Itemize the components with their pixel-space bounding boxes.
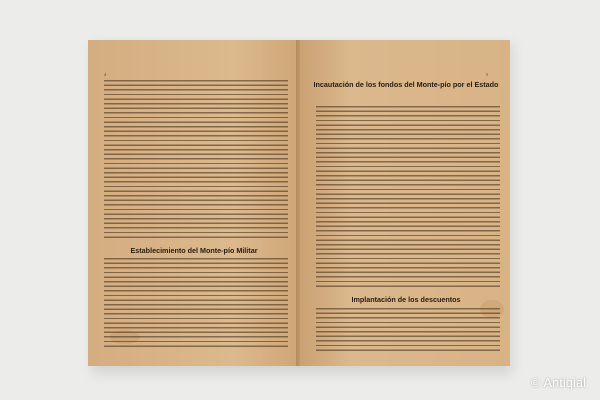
right-body-text-bottom (316, 308, 500, 354)
right-section-heading-1: Incautación de los fondos del Monte-pío por el Estado (313, 80, 499, 89)
center-fold (296, 40, 300, 366)
right-body-text-top (316, 106, 500, 290)
right-section-heading-2: Implantación de los descuentos (351, 295, 461, 304)
right-page-number: 5 (486, 72, 488, 77)
watermark: © Antiqial (530, 375, 586, 390)
left-body-text-bottom (104, 258, 288, 350)
left-page-number: 4 (104, 72, 106, 77)
left-section-heading: Establecimiento del Monte-pío Militar (130, 246, 258, 255)
left-body-text-top (104, 80, 288, 240)
